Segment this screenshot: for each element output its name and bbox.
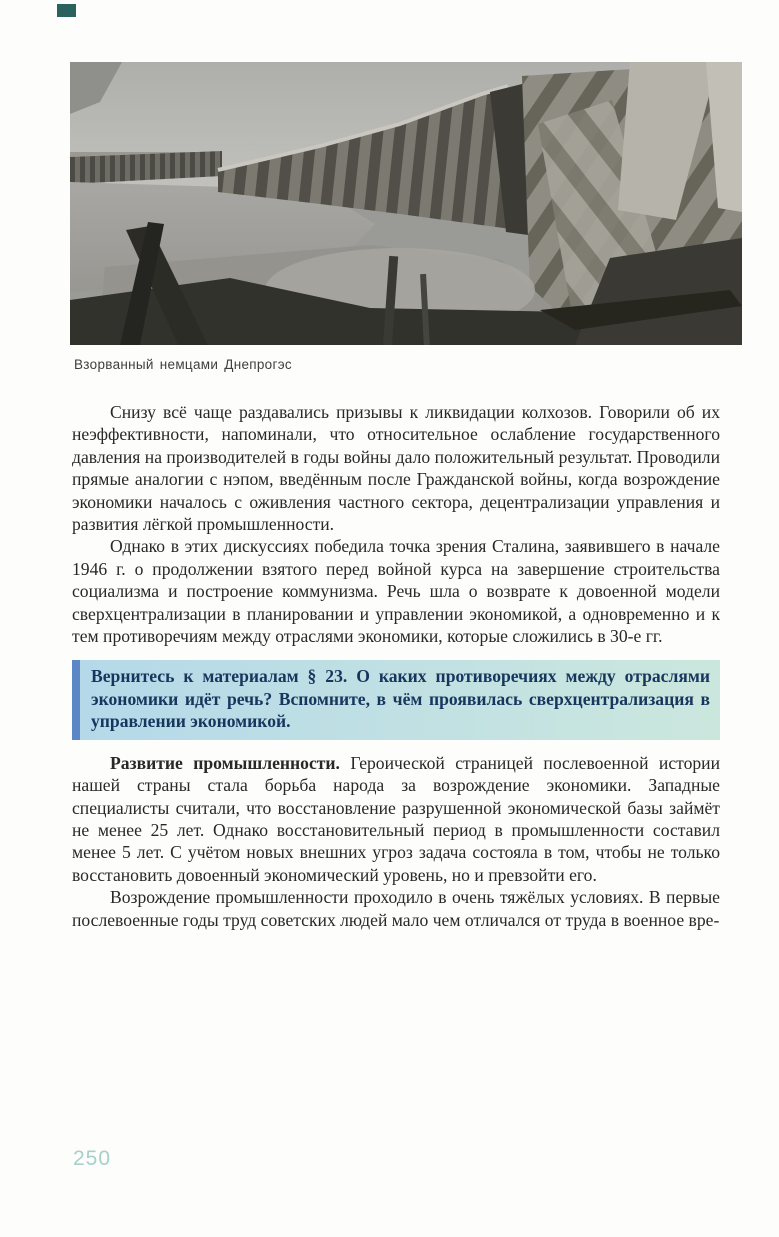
- body-text-column: [72, 401, 720, 931]
- paragraph-industry-revival-conditions: Возрождение промышленности проходило в очень тяжёлых условиях. В первые послевоенные годы труд советских людей мало чем отличался от труда в военное вре-: [72, 887, 720, 930]
- photo-caption: Взорванный немцами Днепрогэс: [74, 357, 292, 372]
- section-lead-industry-development: Развитие промышленности.: [110, 752, 340, 773]
- destroyed-dam-photo: [70, 62, 742, 345]
- question-box-text: Вернитесь к материалам § 23. О каких противоречиях между отраслями экономики идёт речь? Вспомните, в чём проявилась сверхцентрализация в управлении экономикой.: [80, 660, 720, 739]
- page-corner-mark: [57, 4, 76, 17]
- question-box-left-bar: [72, 660, 80, 739]
- destroyed-dam-illustration: [70, 62, 742, 345]
- review-question-box: [72, 660, 720, 739]
- section-lead-continuation: Героической страницей послевоенной истории нашей страны стала борьба народа за возрождение экономики. Западные специалисты считали, что восстановление разрушенной экономической базы займёт не менее 25 лет. Однако восстановительный период в промышленности составил менее 5 лет. С учётом новых внешних угроз задача состояла в том, чтобы не только восстановить довоенный экономический уровень, но и превзойти его.: [72, 752, 721, 885]
- paragraph-calls-to-abolish-kolkhozes: Снизу всё чаще раздавались призывы к ликвидации колхозов. Говорили об их неэффективности, напоминали, что относительное ослабление государственного давления на производителей в годы войны дало положительный результат. Проводили прямые аналогии с нэпом, введённым после Гражданской войны, когда возрождение экономики началось с оживления частного сектора, децентрализации управления и развития лёгкой промышленности.: [72, 402, 720, 535]
- page-number: 250: [73, 1147, 112, 1170]
- paragraph-stalin-viewpoint: Однако в этих дискуссиях победила точка зрения Сталина, заявившего в начале 1946 г. о продолжении взятого перед войной курса на завершение строительства социализма и построение коммунизма. Речь шла о возврате к довоенной модели сверхцентрализации в планировании и управлении экономикой, а одновременно и к тем противоречиям между отраслями экономики, которые сложились в 30-е гг.: [72, 536, 720, 647]
- paragraph-industry-development: [72, 752, 720, 886]
